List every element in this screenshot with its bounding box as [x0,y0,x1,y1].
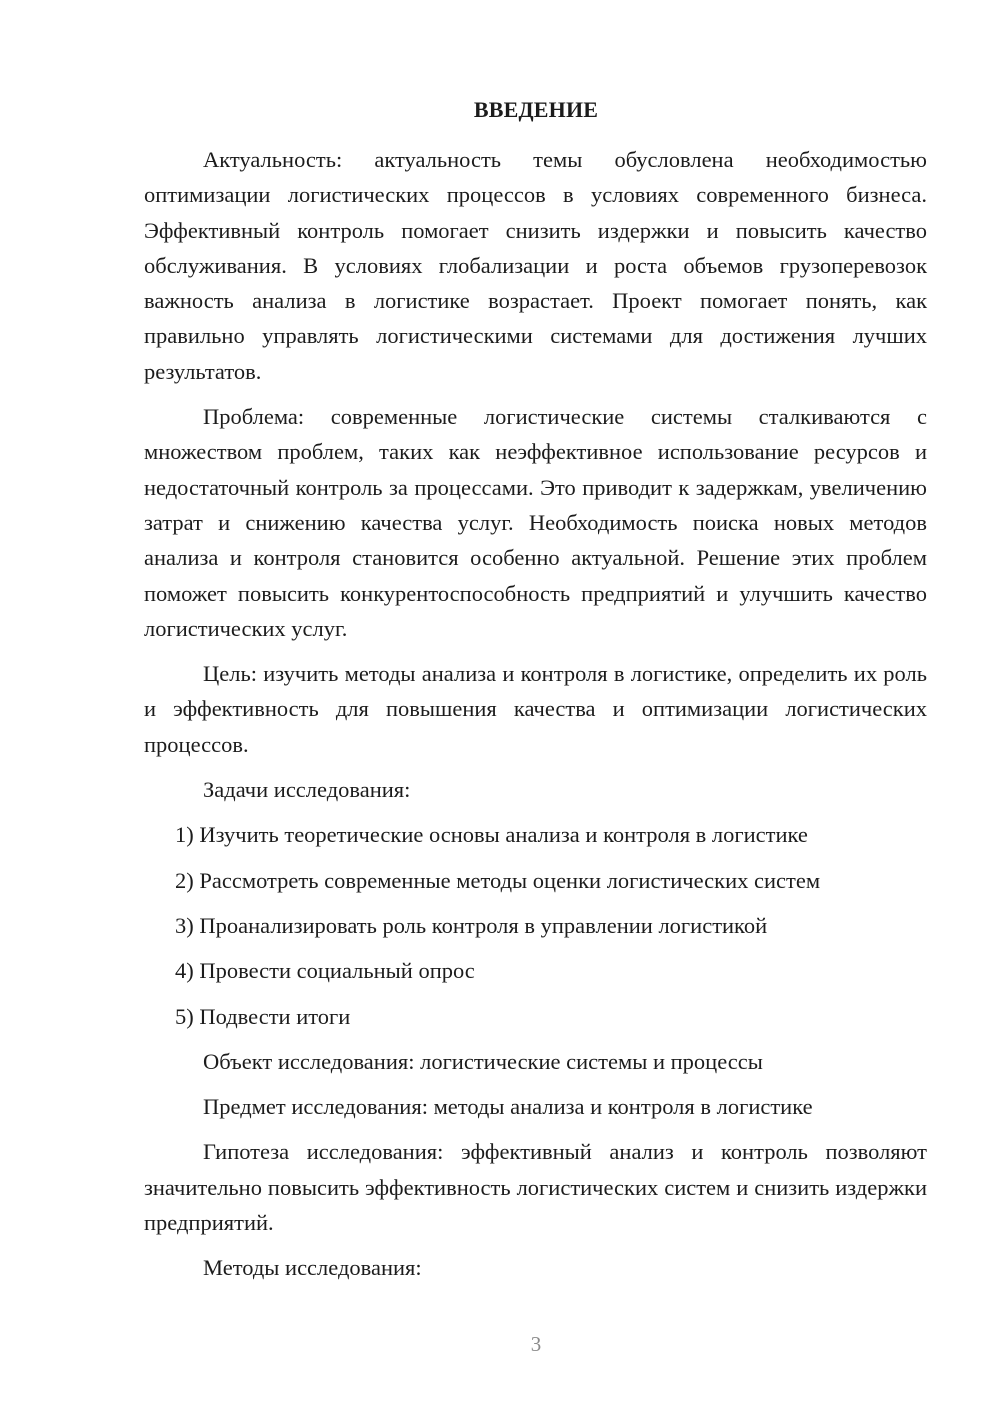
section-title: ВВЕДЕНИЕ [473,97,599,122]
problem-paragraph: Проблема: современные логистические системы сталкиваются с множеством проблем, таких как неэффективное использование ресурсов и недостаточный контроль за процессами. Это приводит к задержкам, увеличению затрат и снижению качества услуг. Необходимость поиска новых методов анализа и контроля становится особенно актуальной. Решение этих проблем поможет повысить конкурентоспособность предприятий и улучшить качество логистических услуг. [144,404,927,641]
task-item-2: 2) Рассмотреть современные методы оценки логистических систем [175,867,821,893]
methods-heading: Методы исследования: [203,1255,422,1281]
goal-paragraph: Цель: изучить методы анализа и контроля в логистике, определить их роль и эффективность для повышения качества и оптимизации логистических процессов. [144,661,927,757]
object-paragraph: Объект исследования: логистические системы и процессы [203,1048,763,1074]
document-body [144,142,927,1296]
tasks-list [144,817,927,1033]
task-item-4: 4) Провести социальный опрос [175,958,475,984]
task-item-5: 5) Подвести итоги [175,1003,351,1029]
page-number: 3 [530,1332,542,1356]
tasks-heading: Задачи исследования: [203,777,411,803]
task-item-3: 3) Проанализировать роль контроля в управлении логистикой [175,912,768,938]
task-item-1: 1) Изучить теоретические основы анализа и контроля в логистике [175,822,808,848]
hypothesis-paragraph: Гипотеза исследования: эффективный анализ и контроль позволяют значительно повысить эффективность логистических систем и снизить издержки предприятий. [144,1139,927,1236]
subject-paragraph: Предмет исследования: методы анализа и контроля в логистике [203,1094,813,1120]
relevance-paragraph: Актуальность: актуальность темы обусловлена необходимостью оптимизации логистических процессов в условиях современного бизнеса. Эффективный контроль помогает снизить издержки и повысить качество обслуживания. В условиях глобализации и роста объемов грузоперевозок важность анализа в логистике возрастает. Проект помогает понять, как правильно управлять логистическими системами для достижения лучших результатов. [144,147,927,384]
